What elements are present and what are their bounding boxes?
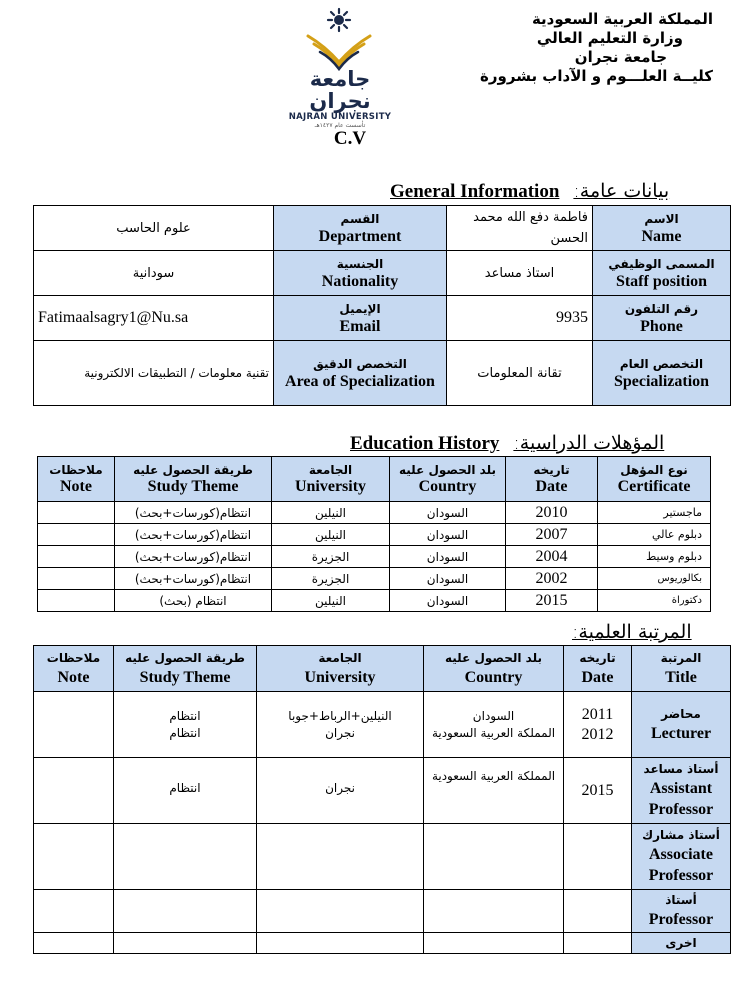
- university-name: [282, 68, 398, 129]
- rank-date: 2015: [564, 758, 632, 824]
- rank-header-row: [34, 646, 731, 692]
- rank-title-other: اخرى: [632, 933, 731, 954]
- rank-title-associate-professor: أستاذ مشارك Associate Professor: [632, 824, 731, 890]
- education-country: السودان: [390, 568, 506, 590]
- rank-col-university: الجامعة University: [257, 646, 424, 692]
- education-certificate: ماجستير: [598, 502, 711, 524]
- table-row: [38, 502, 711, 524]
- education-country: السودان: [390, 524, 506, 546]
- staff-position-value: استاذ مساعد: [447, 251, 593, 296]
- education-country: السودان: [390, 546, 506, 568]
- education-date: 2007: [506, 524, 598, 546]
- rank-col-date: تاريخه Date: [564, 646, 632, 692]
- education-heading: [350, 432, 664, 455]
- university-name-en: NAJRAN UNIVERSITY: [288, 112, 392, 122]
- education-col-note: ملاحظات Note: [38, 457, 115, 502]
- education-theme: انتظام(كورسات+بحث): [115, 568, 272, 590]
- area-of-specialization-label: التخصص الدقيق Area of Specialization: [274, 341, 447, 406]
- header-line-2: وزارة التعليم العالي: [536, 29, 683, 47]
- education-date: 2010: [506, 502, 598, 524]
- table-row: [34, 890, 731, 933]
- area-of-specialization-value: تقنية معلومات / التطبيقات الالكترونية: [34, 341, 274, 406]
- rank-date: 2011 2012: [564, 692, 632, 758]
- rank-title-assistant-professor: أستاذ مساعد Assistant Professor: [632, 758, 731, 824]
- education-date: 2004: [506, 546, 598, 568]
- education-heading-ar: المؤهلات الدراسية:: [513, 432, 665, 454]
- page-title: C.V: [333, 128, 367, 149]
- rank-table: [33, 645, 731, 954]
- education-university: الجزيرة: [272, 568, 390, 590]
- education-certificate: دبلوم وسيط: [598, 546, 711, 568]
- education-country: السودان: [390, 502, 506, 524]
- name-label: الاسم Name: [593, 206, 731, 251]
- general-info-heading-en: General Information: [390, 181, 560, 202]
- rank-country: السودان المملكة العربية السعودية: [424, 692, 564, 758]
- rank-theme: [114, 890, 257, 933]
- university-established: تأسست عام ١٤٢٧هـ: [314, 122, 366, 129]
- rank-country: [424, 824, 564, 890]
- education-country: السودان: [390, 590, 506, 612]
- rank-date: [564, 824, 632, 890]
- header-line-1: المملكة العربية السعودية: [531, 10, 713, 28]
- rank-heading-ar: المرتبة العلمية:: [572, 621, 692, 643]
- education-col-country: بلد الحصول عليه Country: [390, 457, 506, 502]
- rank-col-theme: طريقة الحصول عليه Study Theme: [114, 646, 257, 692]
- education-university: النيلين: [272, 590, 390, 612]
- education-note: [38, 502, 115, 524]
- education-certificate: دكتوراة: [598, 590, 711, 612]
- education-theme: انتظام (بحث): [115, 590, 272, 612]
- nationality-value: سودانية: [34, 251, 274, 296]
- education-theme: انتظام(كورسات+بحث): [115, 524, 272, 546]
- rank-university: [257, 824, 424, 890]
- nationality-label: الجنسية Nationality: [274, 251, 447, 296]
- education-col-certificate: نوع المؤهل Certificate: [598, 457, 711, 502]
- education-note: [38, 524, 115, 546]
- general-info-row: [34, 206, 731, 251]
- general-info-heading-ar: بيانات عامة:: [573, 180, 670, 202]
- general-info-row: [34, 251, 731, 296]
- rank-note: [34, 758, 114, 824]
- general-info-heading: [390, 180, 669, 203]
- education-university: النيلين: [272, 502, 390, 524]
- general-info-row: [34, 296, 731, 341]
- education-university: الجزيرة: [272, 546, 390, 568]
- education-note: [38, 590, 115, 612]
- phone-label: رقم التلفون Phone: [593, 296, 731, 341]
- phone-value: 9935: [447, 296, 593, 341]
- name-value: فاطمة دفع الله محمد الحسن: [447, 206, 593, 251]
- email-value: Fatimaalsagry1@Nu.sa: [34, 296, 274, 341]
- rank-theme: انتظام: [114, 758, 257, 824]
- rank-country: [424, 890, 564, 933]
- rank-note: [34, 933, 114, 954]
- table-row: [34, 824, 731, 890]
- rank-title-professor: أستاذ Professor: [632, 890, 731, 933]
- education-certificate: دبلوم عالي: [598, 524, 711, 546]
- rank-theme: انتظام انتظام: [114, 692, 257, 758]
- department-value: علوم الحاسب: [34, 206, 274, 251]
- rank-university: [257, 933, 424, 954]
- rank-col-note: ملاحظات Note: [34, 646, 114, 692]
- rank-university: النيلين+الرباط+جوبا نجران: [257, 692, 424, 758]
- rank-date: [564, 890, 632, 933]
- general-info-table: [33, 205, 731, 406]
- table-row: [38, 568, 711, 590]
- education-header-row: [38, 457, 711, 502]
- table-row: [34, 758, 731, 824]
- institution-header: [453, 10, 713, 86]
- education-col-university: الجامعة University: [272, 457, 390, 502]
- rank-title-lecturer: محاضر Lecturer: [632, 692, 731, 758]
- education-date: 2015: [506, 590, 598, 612]
- rank-country: [424, 933, 564, 954]
- rank-theme: [114, 933, 257, 954]
- department-label: القسم Department: [274, 206, 447, 251]
- email-label: الإيميل Email: [274, 296, 447, 341]
- table-row: [38, 524, 711, 546]
- rank-theme: [114, 824, 257, 890]
- rank-note: [34, 824, 114, 890]
- table-row: [34, 692, 731, 758]
- rank-date: [564, 933, 632, 954]
- table-row: [34, 933, 731, 954]
- education-heading-en: Education History: [350, 433, 500, 454]
- rank-university: نجران: [257, 758, 424, 824]
- rank-note: [34, 692, 114, 758]
- education-col-date: تاريخه Date: [506, 457, 598, 502]
- table-row: [38, 590, 711, 612]
- education-note: [38, 546, 115, 568]
- table-row: [38, 546, 711, 568]
- rank-col-country: بلد الحصول عليه Country: [424, 646, 564, 692]
- education-theme: انتظام(كورسات+بحث): [115, 502, 272, 524]
- education-table: [37, 456, 711, 612]
- rank-university: [257, 890, 424, 933]
- header-line-4: كليــة العلـــوم و الآداب بشرورة: [480, 67, 713, 85]
- rank-heading: [572, 621, 692, 643]
- education-note: [38, 568, 115, 590]
- education-university: النيلين: [272, 524, 390, 546]
- education-date: 2002: [506, 568, 598, 590]
- rank-country: المملكة العربية السعودية: [424, 758, 564, 824]
- header-line-3: جامعة نجران: [574, 48, 667, 66]
- rank-col-title: المرتبة Title: [632, 646, 731, 692]
- specialization-value: تقانة المعلومات: [447, 341, 593, 406]
- staff-position-label: المسمى الوظيفي Staff position: [593, 251, 731, 296]
- specialization-label: التخصص العام Specialization: [593, 341, 731, 406]
- university-name-ar: جامعة نجران: [309, 67, 371, 113]
- education-theme: انتظام(كورسات+بحث): [115, 546, 272, 568]
- rank-note: [34, 890, 114, 933]
- education-certificate: بكالوريوس: [598, 568, 711, 590]
- education-col-theme: طريقة الحصول عليه Study Theme: [115, 457, 272, 502]
- general-info-row: [34, 341, 731, 406]
